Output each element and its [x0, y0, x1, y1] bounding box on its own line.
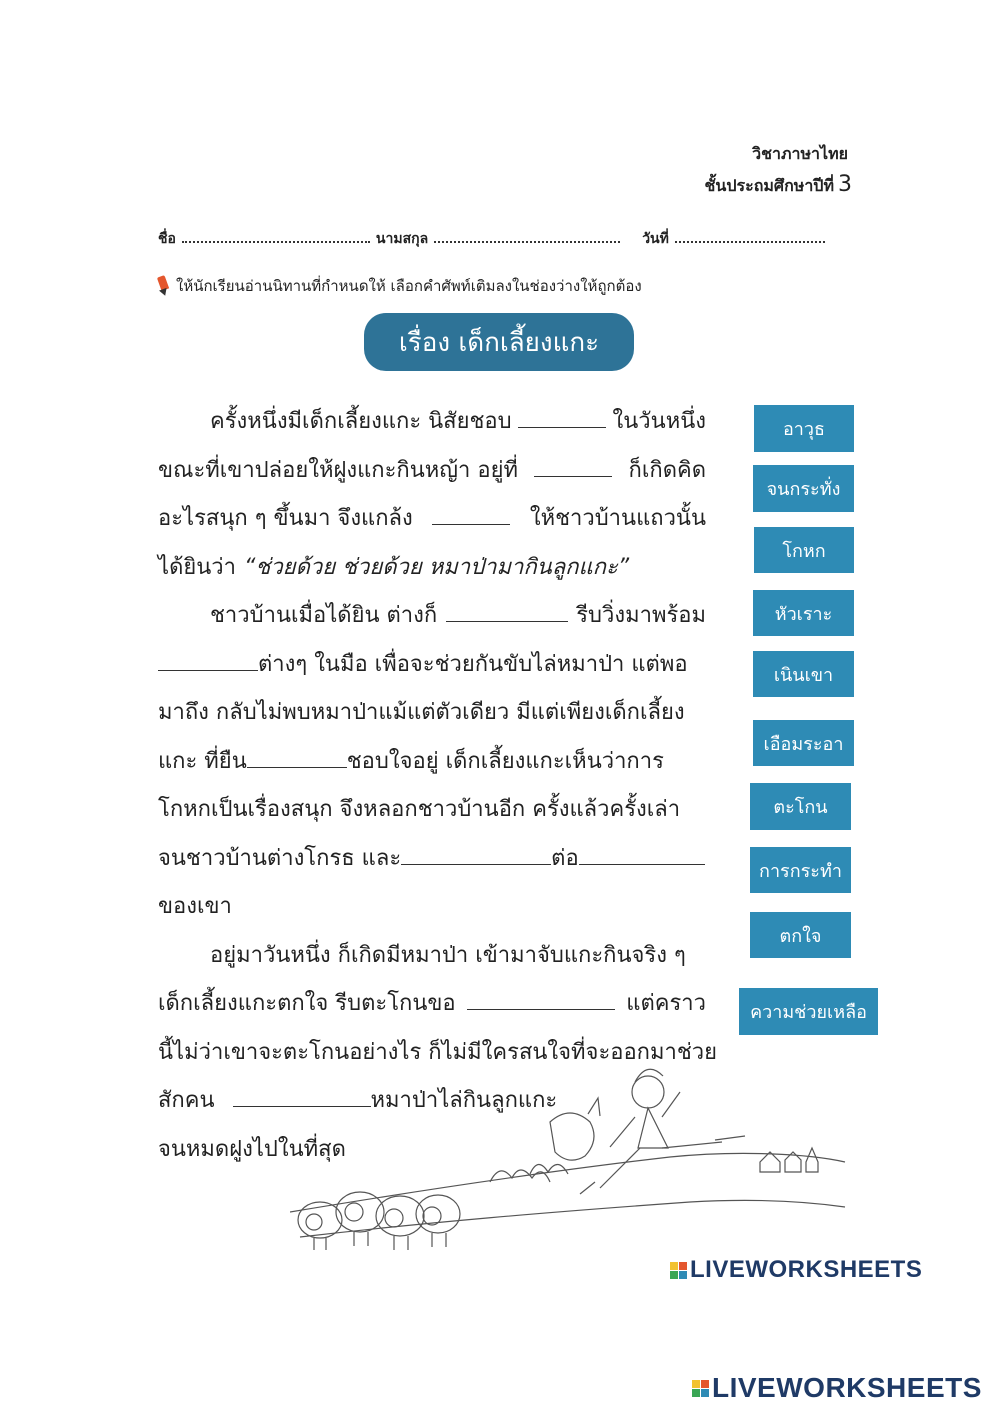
story-fragment: อยู่มาวันหนึ่ง ก็เกิดมีหมาป่า เข้ามาจับแกะกินจริง ๆ: [210, 942, 686, 968]
word-box[interactable]: ตะโกน: [750, 783, 851, 830]
story-fragment: ของเขา: [158, 894, 232, 919]
story-fragment: ต่างๆ ในมือ เพื่อจะช่วยกันขับไล่หมาป่า แต่พอ: [258, 651, 688, 677]
name-label: ชื่อ: [158, 231, 176, 247]
story-fragment: สักคน: [158, 1088, 215, 1113]
liveworksheets-wordmark: LIVEWORKSHEETS: [690, 1256, 923, 1283]
blank-8[interactable]: [579, 846, 705, 865]
pencil-icon: [156, 276, 170, 296]
story-line: [158, 592, 706, 641]
story-fragment: ชอบใจอยู่ เด็กเลี้ยงแกะเห็นว่าการ: [346, 748, 664, 774]
story-fragment: ครั้งหนึ่งมีเด็กเลี้ยงแกะ นิสัยชอบ: [210, 409, 512, 434]
word-box[interactable]: จนกระทั่ง: [753, 465, 854, 512]
story-line: [158, 835, 706, 884]
instruction: [156, 274, 642, 298]
story-fragment: ให้ชาวบ้านแถวนั้น: [529, 506, 706, 531]
story-line: [158, 689, 706, 738]
word-box[interactable]: การกระทำ: [750, 847, 851, 893]
story-line: [158, 641, 706, 690]
student-info-row: [158, 228, 852, 250]
story-quote: “ช่วยด้วย ช่วยด้วย หมาป่ามากินลูกแกะ”: [244, 554, 630, 580]
story-fragment: ต่อ: [551, 845, 579, 871]
grade-label: [705, 172, 852, 199]
story-fragment: มาถึง กลับไม่พบหมาป่าแม้แต่ตัวเดียว มีแต่เพียงเด็กเลี้ยง: [158, 700, 685, 725]
story-line: [158, 738, 706, 787]
word-box[interactable]: เนินเขา: [753, 651, 854, 697]
story-fragment: นี้ไม่ว่าเขาจะตะโกนอย่างไร ก็ไม่มีใครสนใจที่จะออกมาช่วย: [158, 1039, 718, 1065]
grade-number: 3: [838, 172, 852, 197]
date-field[interactable]: [675, 231, 825, 243]
story-fragment: ได้ยินว่า: [158, 554, 236, 580]
word-box[interactable]: อาวุธ: [754, 405, 854, 452]
boy-and-sheep-illustration: [290, 1062, 850, 1262]
name-field[interactable]: [182, 231, 370, 243]
story-text: [158, 398, 718, 1174]
story-fragment: ชาวบ้านเมื่อได้ยิน ต่างก็: [210, 603, 438, 628]
surname-field[interactable]: [434, 231, 620, 243]
blank-9[interactable]: [467, 991, 615, 1010]
story-line: [158, 544, 706, 593]
story-fragment: อะไรสนุก ๆ ขึ้นมา จึงแกล้ง: [158, 506, 413, 531]
blank-2[interactable]: [534, 458, 612, 477]
blank-7[interactable]: [401, 846, 551, 865]
liveworksheets-logo-upper: [670, 1256, 922, 1284]
blank-5[interactable]: [158, 652, 258, 671]
story-line: [158, 447, 706, 496]
blank-4[interactable]: [446, 603, 568, 622]
word-box[interactable]: ความช่วยเหลือ: [739, 988, 878, 1035]
instruction-text: ให้นักเรียนอ่านนิทานที่กำหนดให้ เลือกคำศัพท์เติมลงในช่องว่างให้ถูกต้อง: [176, 277, 642, 295]
blank-1[interactable]: [518, 409, 606, 428]
blank-3[interactable]: [432, 506, 510, 525]
story-line: [158, 932, 706, 981]
surname-label: นามสกุล: [375, 231, 429, 247]
grade-label-text: ชั้นประถมศึกษาปีที่: [704, 176, 834, 195]
story-line: [158, 495, 706, 544]
liveworksheets-wordmark: LIVEWORKSHEETS: [712, 1372, 982, 1403]
story-fragment: ก็เกิดคิด: [628, 457, 706, 483]
story-fragment: โกหกเป็นเรื่องสนุก จึงหลอกชาวบ้านอีก ครั้งแล้วครั้งเล่า: [158, 797, 681, 822]
story-line: [158, 786, 706, 835]
story-fragment: จนชาวบ้านต่างโกรธ และ: [158, 845, 402, 871]
story-title: เรื่อง เด็กเลี้ยงแกะ: [364, 313, 634, 371]
liveworksheets-mark-icon: [670, 1262, 687, 1279]
date-label: วันที่: [642, 231, 669, 247]
story-line: [158, 883, 706, 932]
story-fragment: ขณะที่เขาปล่อยให้ฝูงแกะกินหญ้า อยู่ที่: [158, 457, 518, 483]
word-box[interactable]: หัวเราะ: [753, 590, 854, 636]
story-line: [158, 980, 706, 1029]
story-fragment: จนหมดฝูงไปในที่สุด: [158, 1136, 346, 1162]
subject-label: วิชาภาษาไทย: [752, 144, 848, 163]
blank-6[interactable]: [247, 749, 347, 768]
liveworksheets-mark-icon: [692, 1380, 709, 1397]
word-box[interactable]: เอือมระอา: [753, 720, 854, 766]
story-fragment: รีบวิ่งมาพร้อม: [576, 603, 706, 628]
liveworksheets-logo-lower: [692, 1372, 982, 1404]
word-box[interactable]: ตกใจ: [750, 912, 851, 958]
story-fragment: หมาป่าไล่กินลูกแกะ: [370, 1088, 558, 1113]
story-fragment: ในวันหนึ่ง: [612, 409, 706, 434]
story-fragment: เด็กเลี้ยงแกะตกใจ รีบตะโกนขอ: [158, 991, 456, 1016]
story-line: [158, 398, 706, 447]
story-fragment: แกะ ที่ยืน: [158, 748, 247, 774]
word-box[interactable]: โกหก: [754, 527, 854, 573]
story-fragment: แต่คราว: [626, 991, 706, 1016]
